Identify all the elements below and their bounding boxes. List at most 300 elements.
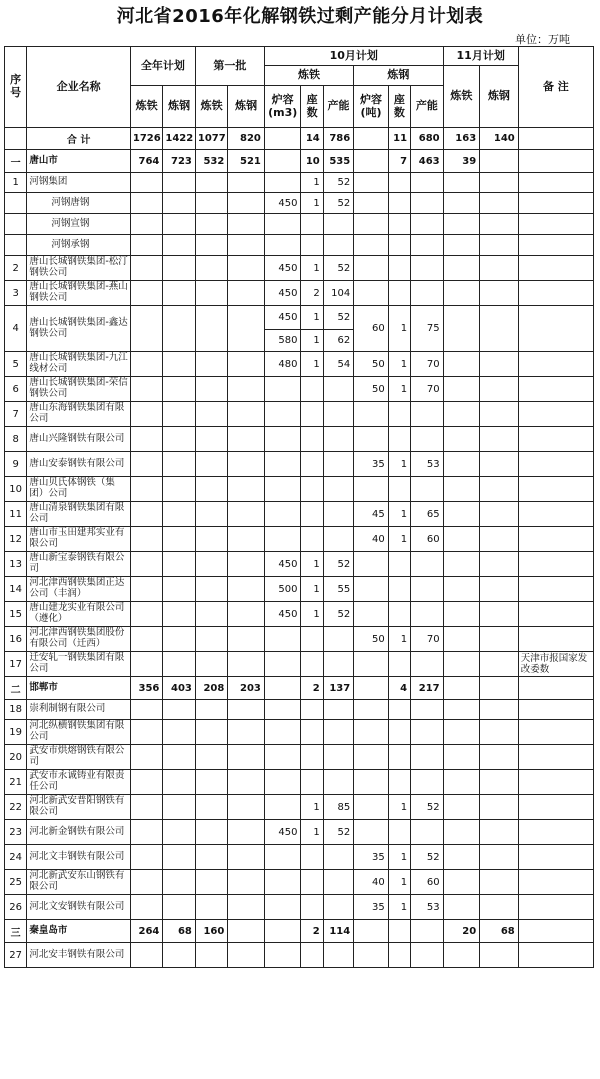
row-note — [518, 402, 593, 427]
cell-ofs — [354, 173, 389, 193]
cell-fi — [195, 895, 227, 920]
cell-ops — [411, 214, 444, 235]
cell-as — [163, 427, 195, 452]
cell-fi — [195, 720, 227, 745]
cell-fi — [195, 770, 227, 795]
row-note — [518, 477, 593, 502]
cell-osi — [301, 943, 323, 968]
cell-ai — [130, 306, 162, 352]
cell-opi — [323, 427, 353, 452]
cell-ofi2: 580 — [264, 330, 301, 352]
cell-opi — [323, 720, 353, 745]
cell-fi: 532 — [195, 150, 227, 173]
row-seq — [5, 214, 27, 235]
row-note — [518, 452, 593, 477]
row-company-name: 唐山新宝泰钢铁有限公司 — [27, 552, 131, 577]
cell-ai — [130, 577, 162, 602]
table-row — [5, 452, 594, 477]
cell-ops — [411, 281, 444, 306]
cell-fs — [228, 193, 265, 214]
cell-opi: 137 — [323, 677, 353, 700]
cell-opi — [323, 402, 353, 427]
row-seq — [5, 128, 27, 150]
cell-oss: 1 — [388, 527, 410, 552]
cell-ops — [411, 920, 444, 943]
header-furnace-m3: 炉容(m3) — [264, 86, 301, 128]
table-row — [5, 770, 594, 795]
cell-ops: 60 — [411, 527, 444, 552]
cell-ofi — [264, 150, 301, 173]
cell-fs — [228, 402, 265, 427]
row-note — [518, 745, 593, 770]
cell-osi — [301, 700, 323, 720]
table-row — [5, 377, 594, 402]
city-row — [5, 150, 594, 173]
cell-fs — [228, 377, 265, 402]
row-note — [518, 577, 593, 602]
cell-fi — [195, 820, 227, 845]
cell-opi: 104 — [323, 281, 353, 306]
cell-ops — [411, 427, 444, 452]
cell-ai — [130, 895, 162, 920]
cell-oss: 1 — [388, 895, 410, 920]
cell-ofi — [264, 527, 301, 552]
cell-ops: 75 — [411, 306, 444, 352]
cell-ops — [411, 402, 444, 427]
cell-ofs: 40 — [354, 527, 389, 552]
row-company-name: 唐山长城钢铁集团-荣信钢铁公司 — [27, 377, 131, 402]
row-note — [518, 377, 593, 402]
cell-osi — [301, 895, 323, 920]
cell-as — [163, 870, 195, 895]
cell-as — [163, 281, 195, 306]
header-first-batch: 第一批 — [195, 47, 264, 86]
cell-fi — [195, 427, 227, 452]
cell-ni — [443, 527, 480, 552]
cell-ai — [130, 820, 162, 845]
table-row — [5, 895, 594, 920]
cell-fs — [228, 173, 265, 193]
cell-osi: 2 — [301, 281, 323, 306]
cell-ofs — [354, 700, 389, 720]
cell-ops — [411, 193, 444, 214]
row-company-name: 河钢集团 — [27, 173, 131, 193]
header-annual-plan: 全年计划 — [130, 47, 195, 86]
cell-oss — [388, 770, 410, 795]
cell-fi — [195, 577, 227, 602]
cell-ns — [480, 770, 519, 795]
row-seq: 14 — [5, 577, 27, 602]
cell-ai — [130, 502, 162, 527]
table-row — [5, 627, 594, 652]
row-company-name: 崇利制钢有限公司 — [27, 700, 131, 720]
cell-ofi — [264, 720, 301, 745]
cell-oss — [388, 477, 410, 502]
cell-fs — [228, 256, 265, 281]
cell-fi: 208 — [195, 677, 227, 700]
table-header — [5, 47, 594, 128]
row-note — [518, 306, 593, 352]
cell-osi — [301, 527, 323, 552]
cell-opi — [323, 845, 353, 870]
cell-fs — [228, 306, 265, 352]
row-seq: 7 — [5, 402, 27, 427]
cell-ai — [130, 173, 162, 193]
cell-ns — [480, 235, 519, 256]
row-seq: 10 — [5, 477, 27, 502]
cell-ofi — [264, 452, 301, 477]
cell-ofs: 45 — [354, 502, 389, 527]
cell-ofi — [264, 214, 301, 235]
row-seq: 9 — [5, 452, 27, 477]
cell-ofi — [264, 795, 301, 820]
cell-ofi — [264, 677, 301, 700]
cell-ni — [443, 402, 480, 427]
table-row — [5, 352, 594, 377]
row-seq: 18 — [5, 700, 27, 720]
cell-ai — [130, 745, 162, 770]
row-seq: 三 — [5, 920, 27, 943]
cell-ofi — [264, 502, 301, 527]
row-note — [518, 193, 593, 214]
row-note — [518, 502, 593, 527]
cell-ns — [480, 745, 519, 770]
cell-as — [163, 627, 195, 652]
cell-as — [163, 552, 195, 577]
cell-as — [163, 173, 195, 193]
cell-as — [163, 770, 195, 795]
cell-fs — [228, 652, 265, 677]
row-company-name: 河北文安钢铁有限公司 — [27, 895, 131, 920]
cell-fs — [228, 820, 265, 845]
cell-ops: 53 — [411, 895, 444, 920]
cell-fs — [228, 552, 265, 577]
cell-ofi: 500 — [264, 577, 301, 602]
row-company-name: 河钢承钢 — [27, 235, 131, 256]
table-row — [5, 502, 594, 527]
cell-opi — [323, 627, 353, 652]
cell-oss — [388, 173, 410, 193]
cell-opi2: 62 — [323, 330, 353, 352]
cell-opi: 114 — [323, 920, 353, 943]
table-row — [5, 427, 594, 452]
row-note — [518, 770, 593, 795]
cell-ops — [411, 820, 444, 845]
cell-fs: 521 — [228, 150, 265, 173]
cell-ops: 52 — [411, 795, 444, 820]
cell-ai — [130, 193, 162, 214]
cell-fi — [195, 352, 227, 377]
cell-as — [163, 795, 195, 820]
cell-ai: 264 — [130, 920, 162, 943]
cell-ops: 60 — [411, 870, 444, 895]
cell-osi — [301, 214, 323, 235]
cell-ofi — [264, 627, 301, 652]
cell-fi — [195, 193, 227, 214]
row-note — [518, 700, 593, 720]
row-note — [518, 128, 593, 150]
header-capacity-steel: 产能 — [411, 86, 444, 128]
cell-ofs — [354, 652, 389, 677]
cell-fi — [195, 477, 227, 502]
cell-opi: 55 — [323, 577, 353, 602]
cell-oss: 11 — [388, 128, 410, 150]
cell-ai — [130, 700, 162, 720]
cell-ops — [411, 256, 444, 281]
cell-ni — [443, 720, 480, 745]
cell-oss — [388, 820, 410, 845]
cell-oss: 1 — [388, 870, 410, 895]
cell-ofi: 480 — [264, 352, 301, 377]
table-row — [5, 527, 594, 552]
cell-ops — [411, 552, 444, 577]
cell-oss: 1 — [388, 306, 410, 352]
cell-ns — [480, 214, 519, 235]
cell-ns — [480, 256, 519, 281]
row-company-name: 唐山长城钢铁集团-燕山钢铁公司 — [27, 281, 131, 306]
row-seq: 15 — [5, 602, 27, 627]
cell-ofs — [354, 577, 389, 602]
cell-ofs: 35 — [354, 452, 389, 477]
row-note — [518, 820, 593, 845]
row-note: 天津市报国家发改委数 — [518, 652, 593, 677]
cell-as — [163, 402, 195, 427]
row-seq: 22 — [5, 795, 27, 820]
cell-ni — [443, 652, 480, 677]
row-seq: 11 — [5, 502, 27, 527]
table-row — [5, 720, 594, 745]
cell-ofi — [264, 427, 301, 452]
cell-oss — [388, 943, 410, 968]
cell-fi — [195, 306, 227, 352]
cell-osi: 1 — [301, 552, 323, 577]
table-row — [5, 820, 594, 845]
header-oct-iron: 炼铁 — [264, 66, 353, 86]
cell-as — [163, 895, 195, 920]
cell-ai: 356 — [130, 677, 162, 700]
cell-oss — [388, 920, 410, 943]
header-nov-iron: 炼铁 — [443, 66, 480, 128]
table-row — [5, 795, 594, 820]
cell-osi: 1 — [301, 256, 323, 281]
cell-ofs — [354, 795, 389, 820]
cell-opi — [323, 770, 353, 795]
cell-ops — [411, 770, 444, 795]
table-row — [5, 700, 594, 720]
table-row — [5, 306, 594, 330]
cell-ni — [443, 477, 480, 502]
cell-ns — [480, 700, 519, 720]
cell-ns — [480, 352, 519, 377]
cell-osi — [301, 745, 323, 770]
cell-opi: 52 — [323, 306, 353, 330]
cell-fi — [195, 173, 227, 193]
header-seq: 序号 — [5, 47, 27, 128]
cell-as — [163, 452, 195, 477]
document-title: 河北省2016年化解钢铁过剩产能分月计划表 — [116, 6, 484, 27]
row-seq: 25 — [5, 870, 27, 895]
cell-ni: 163 — [443, 128, 480, 150]
cell-ni — [443, 173, 480, 193]
row-note — [518, 677, 593, 700]
cell-ni — [443, 377, 480, 402]
cell-as — [163, 235, 195, 256]
table-row — [5, 943, 594, 968]
row-seq: 5 — [5, 352, 27, 377]
row-note — [518, 527, 593, 552]
cell-osi — [301, 627, 323, 652]
cell-ai — [130, 943, 162, 968]
cell-osi — [301, 427, 323, 452]
cell-ai — [130, 652, 162, 677]
header-annual-steel: 炼钢 — [163, 86, 195, 128]
cell-ofi — [264, 652, 301, 677]
cell-ofs — [354, 477, 389, 502]
row-seq: 24 — [5, 845, 27, 870]
cell-osi: 1 — [301, 795, 323, 820]
cell-ni — [443, 745, 480, 770]
cell-opi: 52 — [323, 552, 353, 577]
cell-as — [163, 502, 195, 527]
cell-ai — [130, 256, 162, 281]
cell-ops — [411, 720, 444, 745]
header-first-iron: 炼铁 — [195, 86, 227, 128]
cell-ns — [480, 720, 519, 745]
cell-osi: 1 — [301, 577, 323, 602]
cell-opi: 52 — [323, 193, 353, 214]
cell-osi: 1 — [301, 193, 323, 214]
row-company-name: 唐山长城钢铁集团-九江线材公司 — [27, 352, 131, 377]
cell-opi — [323, 870, 353, 895]
cell-ops — [411, 235, 444, 256]
cell-osi — [301, 377, 323, 402]
cell-as — [163, 820, 195, 845]
table-row — [5, 477, 594, 502]
cell-ai — [130, 352, 162, 377]
row-seq — [5, 193, 27, 214]
cell-fs — [228, 527, 265, 552]
cell-ns — [480, 870, 519, 895]
cell-ni — [443, 214, 480, 235]
row-seq — [5, 235, 27, 256]
cell-ni — [443, 627, 480, 652]
cell-ni — [443, 552, 480, 577]
table-row — [5, 402, 594, 427]
cell-ni — [443, 256, 480, 281]
cell-ai — [130, 870, 162, 895]
cell-ofs: 60 — [354, 306, 389, 352]
row-company-name: 迁安轧一钢铁集团有限公司 — [27, 652, 131, 677]
cell-oss: 1 — [388, 627, 410, 652]
cell-oss — [388, 700, 410, 720]
cell-ni — [443, 602, 480, 627]
cell-opi: 52 — [323, 602, 353, 627]
cell-fs — [228, 477, 265, 502]
cell-oss: 1 — [388, 377, 410, 402]
cell-oss: 1 — [388, 795, 410, 820]
row-seq: 6 — [5, 377, 27, 402]
cell-fs — [228, 627, 265, 652]
cell-ops — [411, 577, 444, 602]
cell-oss — [388, 552, 410, 577]
row-company-name: 河北新金钢铁有限公司 — [27, 820, 131, 845]
row-company-name: 唐山东海钢铁集团有限公司 — [27, 402, 131, 427]
cell-opi — [323, 235, 353, 256]
cell-ofs — [354, 552, 389, 577]
cell-ofi — [264, 895, 301, 920]
cell-opi — [323, 700, 353, 720]
cell-ai — [130, 770, 162, 795]
cell-ns — [480, 477, 519, 502]
row-note — [518, 150, 593, 173]
cell-fi — [195, 214, 227, 235]
cell-opi — [323, 214, 353, 235]
cell-fi — [195, 795, 227, 820]
cell-ofi — [264, 477, 301, 502]
table-row — [5, 602, 594, 627]
row-company-name: 河北新武安东山钢铁有限公司 — [27, 870, 131, 895]
row-note — [518, 720, 593, 745]
header-furnace-t: 炉容(吨) — [354, 86, 389, 128]
cell-ni — [443, 795, 480, 820]
cell-fs — [228, 845, 265, 870]
cell-fs — [228, 745, 265, 770]
cell-ns — [480, 627, 519, 652]
cell-ofs — [354, 677, 389, 700]
cell-opi — [323, 377, 353, 402]
row-seq: 20 — [5, 745, 27, 770]
cell-ni — [443, 820, 480, 845]
cell-ns — [480, 895, 519, 920]
table-row — [5, 577, 594, 602]
cell-ofs — [354, 150, 389, 173]
row-note — [518, 552, 593, 577]
cell-ns: 140 — [480, 128, 519, 150]
cell-fs — [228, 895, 265, 920]
row-note — [518, 870, 593, 895]
cell-as — [163, 720, 195, 745]
cell-ni — [443, 677, 480, 700]
cell-oss — [388, 745, 410, 770]
row-company-name: 河北新武安普阳钢铁有限公司 — [27, 795, 131, 820]
city-row — [5, 920, 594, 943]
cell-fs — [228, 602, 265, 627]
cell-oss — [388, 720, 410, 745]
cell-as — [163, 943, 195, 968]
row-note — [518, 214, 593, 235]
cell-ni: 39 — [443, 150, 480, 173]
row-note — [518, 895, 593, 920]
cell-ni — [443, 452, 480, 477]
cell-ai — [130, 552, 162, 577]
cell-ops — [411, 700, 444, 720]
cell-oss: 4 — [388, 677, 410, 700]
cell-as: 403 — [163, 677, 195, 700]
cell-ai — [130, 602, 162, 627]
cell-fi — [195, 602, 227, 627]
cell-ops: 70 — [411, 352, 444, 377]
row-seq: 8 — [5, 427, 27, 452]
cell-ofi — [264, 173, 301, 193]
cell-fs — [228, 870, 265, 895]
cell-ofi — [264, 402, 301, 427]
cell-opi — [323, 745, 353, 770]
cell-opi — [323, 477, 353, 502]
cell-fi — [195, 402, 227, 427]
row-company-name: 河北纵横钢铁集团有限公司 — [27, 720, 131, 745]
cell-ops: 70 — [411, 377, 444, 402]
row-company-name: 武安市永诚铸业有限责任公司 — [27, 770, 131, 795]
